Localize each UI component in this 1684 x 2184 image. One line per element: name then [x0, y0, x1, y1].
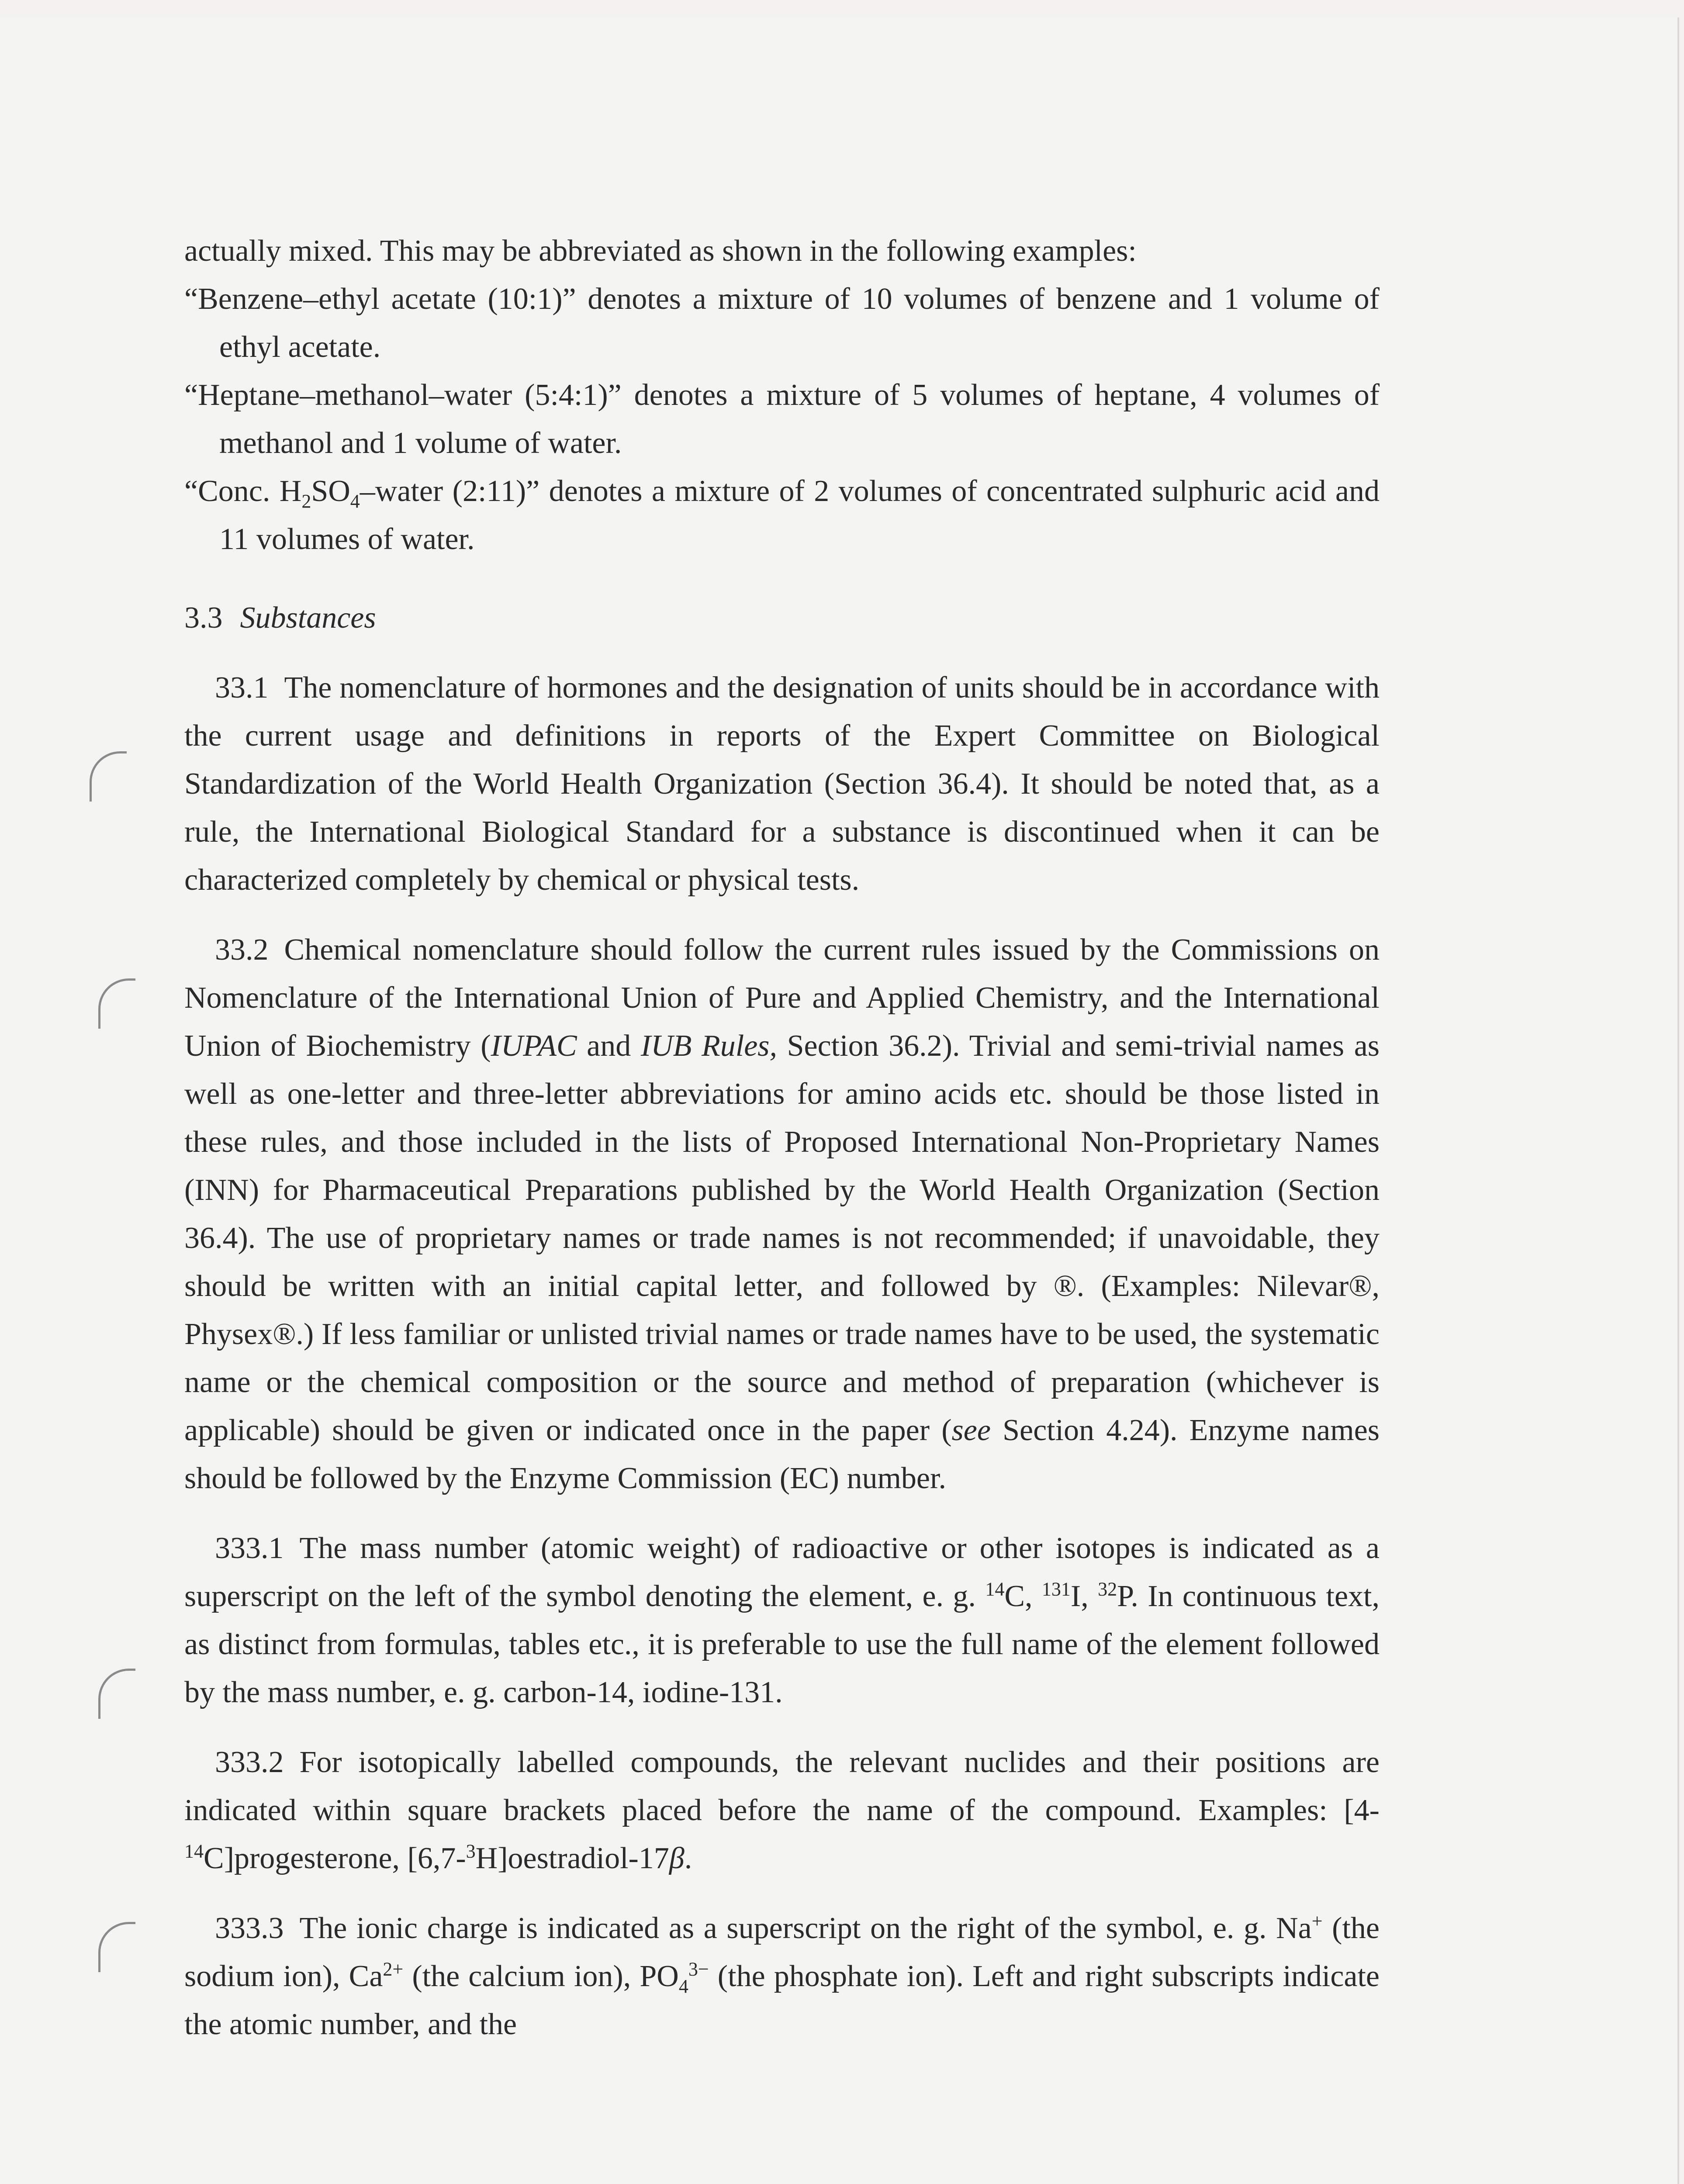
section-title: Substances	[240, 601, 376, 635]
body-text	[184, 227, 1380, 2049]
paragraph-33-1: 33.1 The nomenclature of hormones and the designation of units should be in accordance with the current usage and definitions in reports of the Expert Committee on Biological Standardization of the World Health Organization (Section 36.4). It should be noted that, as a rule, the International Biological Standard for a substance is discontinued when it can be characterized completely by chemical or physical tests.	[184, 671, 1380, 897]
paragraph-number: 333.2	[215, 1745, 284, 1779]
mixtures-intro: actually mixed. This may be abbreviated as shown in the following examples:	[184, 234, 1137, 268]
mixture-example: “Benzene–ethyl acetate (10:1)” denotes a mixture of 10 volumes of benzene and 1 volume of ethyl acetate.	[184, 282, 1380, 364]
section-heading	[184, 594, 1380, 642]
section-number: 3.3	[184, 601, 223, 635]
mixture-example: “Conc. $H_2SO_4$–water (2:11)” denotes a mixture of 2 volumes of concentrated sulphuric acid and 11 volumes of water.	[184, 474, 1380, 556]
paragraph-333-3: 333.3 The ionic charge is indicated as a superscript on the right of the symbol, e. g. Na+ (the sodium ion), $Ca^{2+}$ (the calcium ion), $PO_4^{3-}$ (the phosphate ion). Left and right subscripts indicate the atomic number, and the	[184, 1910, 1380, 2041]
paragraph-33-2: 33.2 Chemical nomenclature should follow the current rules issued by the Commissions on Nomenclature of the International Union of Pure and Applied Chemistry, and the International Union of Biochemistry (IUPAC and IUB Rules, Section 36.2). Trivial and semi-trivial names as well as one-letter and three-letter abbreviations for amino acids etc. should be those listed in these rules, and those included in the lists of Proposed International Non-Proprietary Names (INN) for Pharmaceutical Preparations published by the World Health Organization (Section 36.4). The use of proprietary names or trade names is not recommended; if unavoidable, they should be written with an initial capital letter, and followed by ®. (Examples: Nilevar®, Physex®.) If less familiar or unlisted trivial names or trade names have to be used, the systematic name or the chemical composition or the source and method of preparation (whichever is applicable) should be given or indicated once in the paper (see Section 4.24). Enzyme names should be followed by the Enzyme Commission (EC) number.	[184, 933, 1380, 1495]
paragraph-number: 33.2	[215, 933, 269, 967]
paragraph-333-2: 333.2 For isotopically labelled compounds, the relevant nuclides and their positions are indicated within square brackets placed before the name of the compound. Examples: [4-$^{14}$C]progesterone, [6,7-$^3$H]oestradiol-17β.	[184, 1745, 1380, 1875]
mixture-example: “Heptane–methanol–water (5:4:1)” denotes a mixture of 5 volumes of heptane, 4 volumes of methanol and 1 volume of water.	[184, 378, 1380, 460]
paragraph-number: 33.1	[215, 671, 269, 705]
paragraph-333-1: 333.1 The mass number (atomic weight) of radioactive or other isotopes is indicated as a superscript on the left of the symbol denoting the element, e. g. $^{14}$C, $^{131}$I, $^{32}$P. In continuous text, as distinct from formulas, tables etc., it is preferable to use the full name of the element followed by the mass number, e. g. carbon-14, iodine-131.	[184, 1531, 1380, 1709]
paragraph-number: 333.1	[215, 1531, 284, 1565]
paragraph-number: 333.3	[215, 1911, 284, 1945]
